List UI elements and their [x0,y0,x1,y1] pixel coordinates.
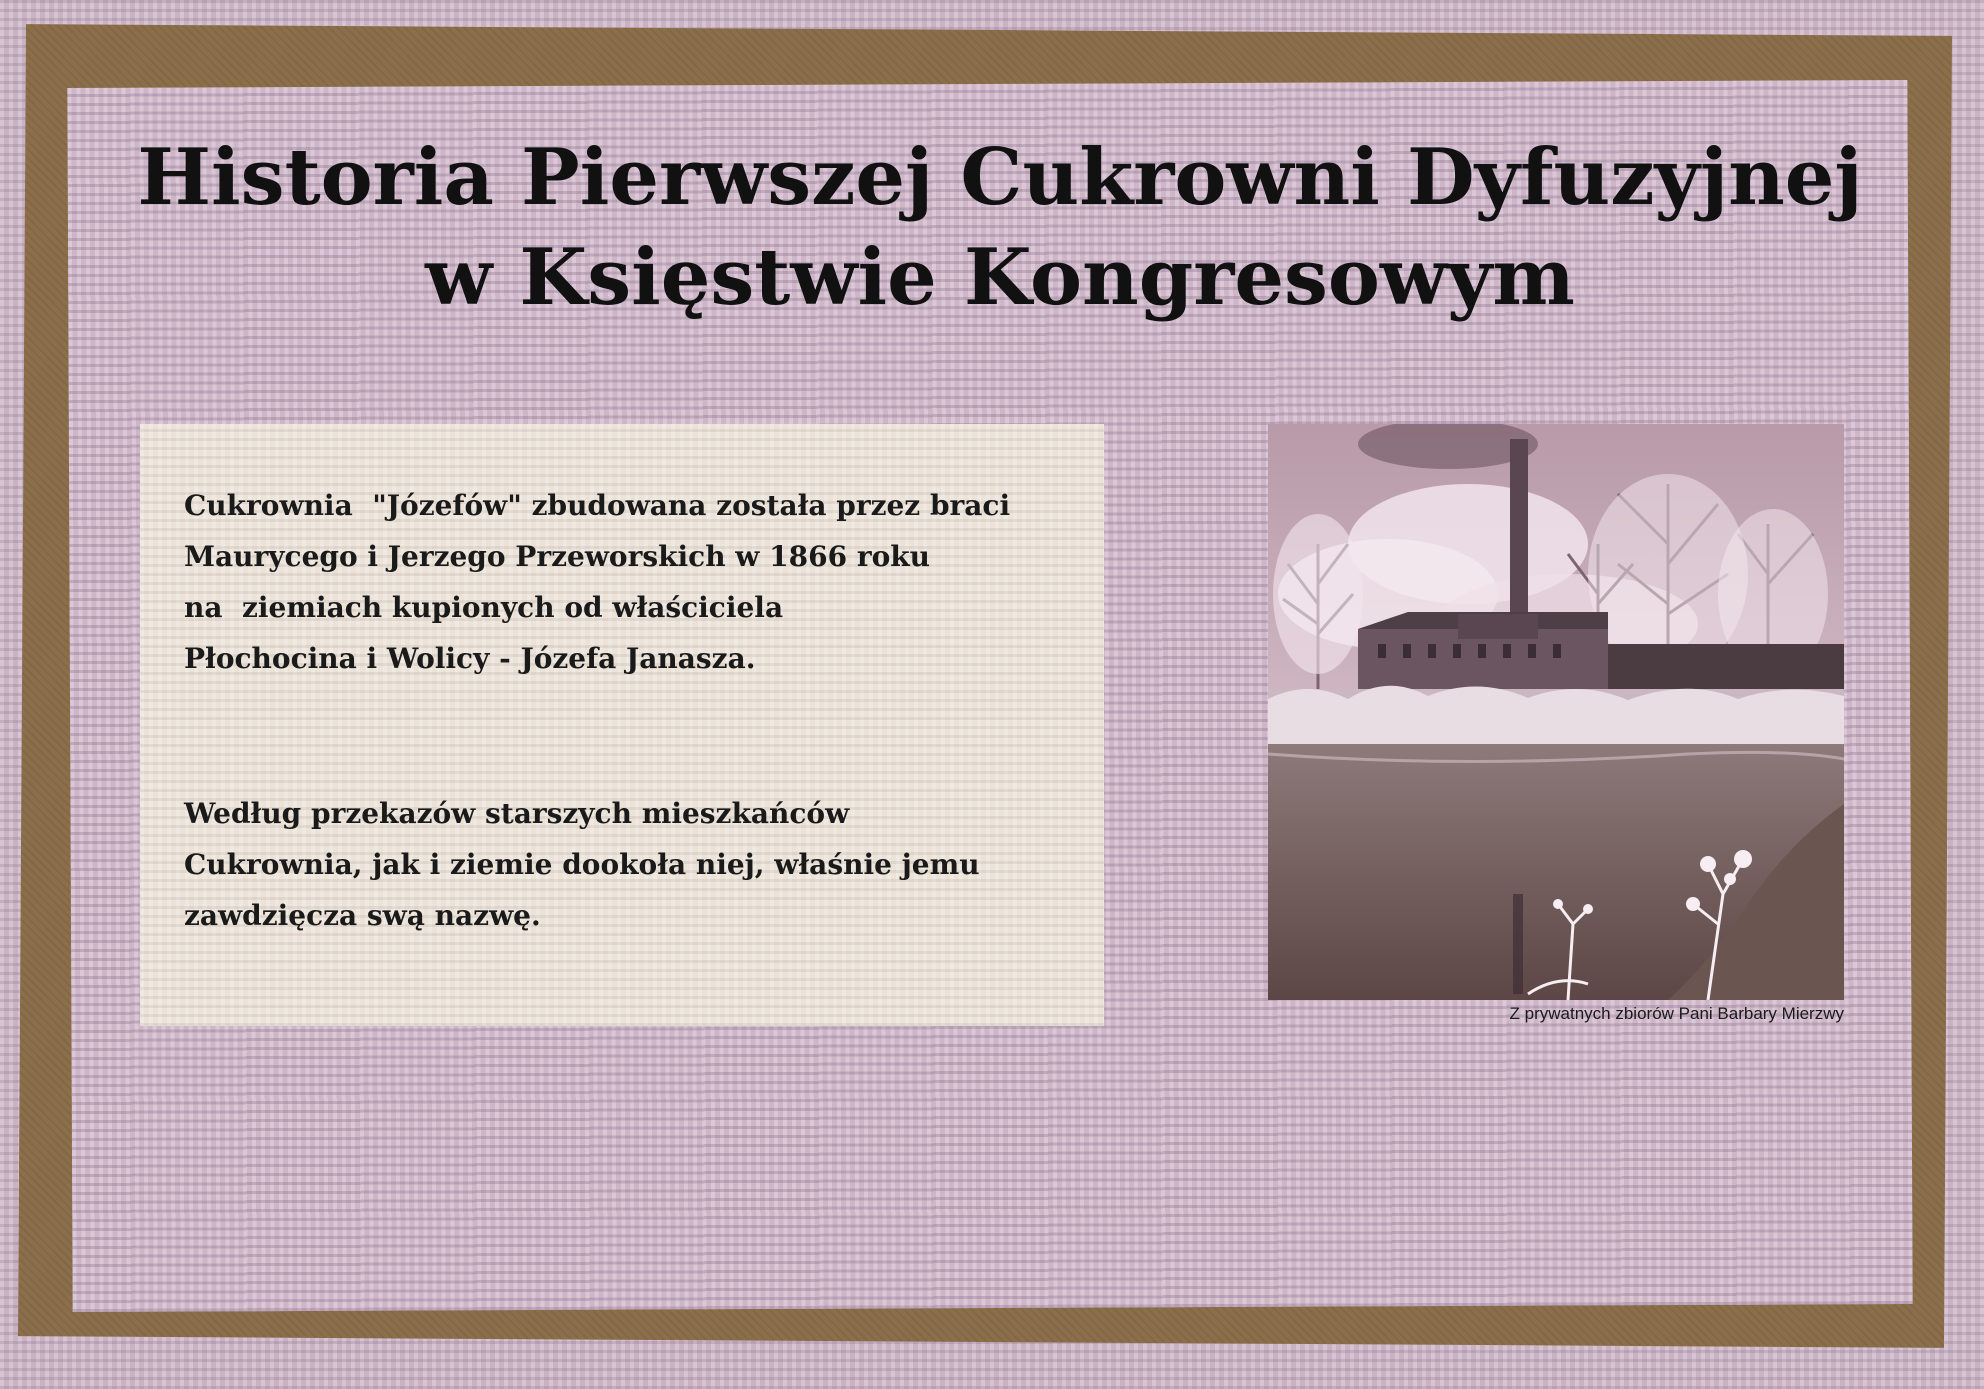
paragraph-founding [184,480,1084,684]
paragraph-line: na ziemiach kupionych od właściciela [184,591,784,624]
paragraph-line: Płochocina i Wolicy - Józefa Janasza. [184,642,756,675]
paragraph-name-origin [184,788,1084,941]
paragraph-line: Maurycego i Jerzego Przeworskich w 1866 roku [184,540,931,573]
title-line-1: Historia Pierwszej Cukrowni Dyfuzyjnej [137,132,1863,223]
photo-caption: Z prywatnych zbiorów Pani Barbary Mierzwy [1509,1004,1844,1023]
paragraph-line: Cukrownia, jak i ziemie dookoła niej, właśnie jemu [184,848,980,881]
page-title [110,128,1890,328]
sugar-factory-photo [1268,424,1844,1000]
paragraph-line: Cukrownia "Józefów" zbudowana została przez braci [184,489,1011,522]
text-panel [140,424,1104,1026]
title-line-2: w Księstwie Kongresowym [425,232,1575,323]
paragraph-line: zawdzięcza swą nazwę. [184,899,541,932]
paragraph-line: Według przekazów starszych mieszkańców [184,797,850,830]
